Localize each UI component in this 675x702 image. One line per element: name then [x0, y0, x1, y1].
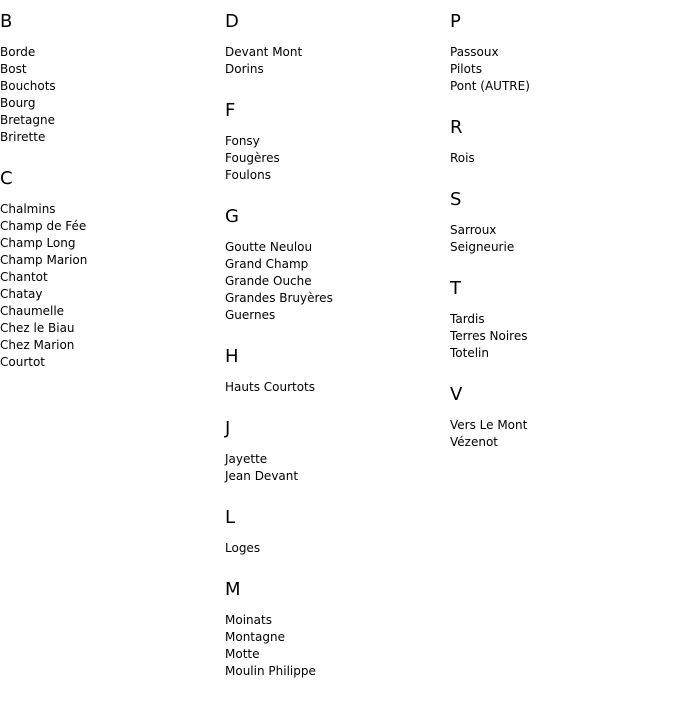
- place-link[interactable]: Chez le Biau: [0, 321, 75, 335]
- place-link[interactable]: Totelin: [450, 346, 489, 360]
- letter-heading: V: [450, 384, 463, 405]
- place-link[interactable]: Pont (AUTRE): [450, 79, 530, 93]
- place-link[interactable]: Chalmins: [0, 202, 56, 216]
- letter-heading: P: [450, 11, 461, 32]
- letter-group-c: [0, 168, 220, 371]
- letter-heading: M: [225, 579, 241, 600]
- letter-group-m: [225, 579, 445, 680]
- place-list: [225, 239, 445, 324]
- letter-group-s: [450, 189, 670, 256]
- letter-group-p: [450, 11, 670, 95]
- letter-group-v: [450, 384, 670, 451]
- letter-group-r: [450, 117, 670, 167]
- place-link[interactable]: Jean Devant: [225, 469, 299, 483]
- letter-heading: G: [225, 206, 239, 227]
- place-link[interactable]: Chaumelle: [0, 304, 65, 318]
- place-link[interactable]: Montagne: [225, 630, 285, 644]
- place-list: [225, 44, 445, 78]
- place-list: [450, 311, 670, 362]
- place-link[interactable]: Pilots: [450, 62, 482, 76]
- place-list: [225, 451, 445, 485]
- place-link[interactable]: Fougères: [225, 151, 280, 165]
- place-link[interactable]: Sarroux: [450, 223, 497, 237]
- place-link[interactable]: Foulons: [225, 168, 271, 182]
- place-link[interactable]: Rois: [450, 151, 475, 165]
- place-link[interactable]: Grandes Bruyères: [225, 291, 333, 305]
- place-link[interactable]: Grande Ouche: [225, 274, 312, 288]
- letter-heading: T: [450, 278, 461, 299]
- place-link[interactable]: Dorins: [225, 62, 264, 76]
- letter-group-g: [225, 206, 445, 324]
- index-column: [225, 11, 445, 702]
- letter-group-d: [225, 11, 445, 78]
- place-link[interactable]: Bourg: [0, 96, 36, 110]
- place-link[interactable]: Fonsy: [225, 134, 260, 148]
- letter-group-l: [225, 507, 445, 557]
- place-link[interactable]: Champ de Fée: [0, 219, 87, 233]
- letter-heading: H: [225, 346, 239, 367]
- place-link[interactable]: Guernes: [225, 308, 276, 322]
- place-link[interactable]: Chatay: [0, 287, 43, 301]
- index-column: [0, 11, 220, 393]
- place-link[interactable]: Bost: [0, 62, 27, 76]
- place-link[interactable]: Devant Mont: [225, 45, 303, 59]
- letter-heading: D: [225, 11, 239, 32]
- letter-heading: S: [450, 189, 462, 210]
- place-link[interactable]: Passoux: [450, 45, 499, 59]
- index-column: [450, 11, 670, 473]
- place-link[interactable]: Grand Champ: [225, 257, 309, 271]
- place-link[interactable]: Moulin Philippe: [225, 664, 316, 678]
- place-link[interactable]: Champ Long: [0, 236, 76, 250]
- place-link[interactable]: Hauts Courtots: [225, 380, 316, 394]
- place-link[interactable]: Motte: [225, 647, 260, 661]
- letter-group-t: [450, 278, 670, 362]
- place-list: [450, 44, 670, 95]
- place-list: [225, 540, 445, 557]
- letter-heading: R: [450, 117, 463, 138]
- letter-group-h: [225, 346, 445, 396]
- place-link[interactable]: Vers Le Mont: [450, 418, 528, 432]
- place-link[interactable]: Loges: [225, 541, 261, 555]
- place-link[interactable]: Bretagne: [0, 113, 55, 127]
- place-link[interactable]: Bouchots: [0, 79, 56, 93]
- place-link[interactable]: Chez Marion: [0, 338, 75, 352]
- place-link[interactable]: Terres Noires: [450, 329, 528, 343]
- letter-group-j: [225, 418, 445, 485]
- place-link[interactable]: Goutte Neulou: [225, 240, 313, 254]
- place-link[interactable]: Tardis: [450, 312, 485, 326]
- place-link[interactable]: Brirette: [0, 130, 46, 144]
- place-link[interactable]: Vézenot: [450, 435, 498, 449]
- place-link[interactable]: Champ Marion: [0, 253, 88, 267]
- place-list: [450, 222, 670, 256]
- letter-heading: L: [225, 507, 236, 528]
- place-link[interactable]: Moinats: [225, 613, 272, 627]
- place-link[interactable]: Courtot: [0, 355, 46, 369]
- place-link[interactable]: Chantot: [0, 270, 48, 284]
- letter-group-f: [225, 100, 445, 184]
- letter-heading: F: [225, 100, 236, 121]
- letter-heading: J: [225, 418, 231, 439]
- place-link[interactable]: Borde: [0, 45, 36, 59]
- place-link[interactable]: Jayette: [225, 452, 268, 466]
- place-list: [450, 150, 670, 167]
- place-list: [0, 201, 220, 371]
- place-list: [0, 44, 220, 146]
- place-list: [450, 417, 670, 451]
- letter-heading: C: [0, 168, 13, 189]
- letter-group-b: [0, 11, 220, 146]
- letter-heading: B: [0, 11, 13, 32]
- place-list: [225, 379, 445, 396]
- place-list: [225, 133, 445, 184]
- place-list: [225, 612, 445, 680]
- place-link[interactable]: Seigneurie: [450, 240, 515, 254]
